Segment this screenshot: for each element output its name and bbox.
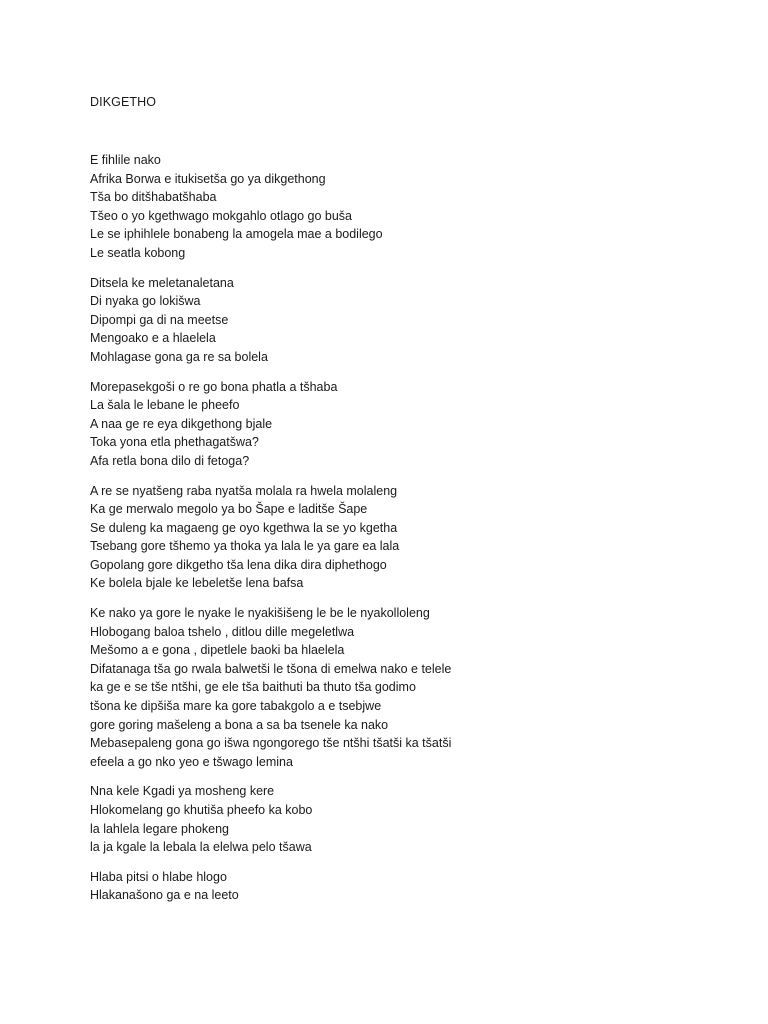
poem-line: Gopolang gore dikgetho tša lena dika dira diphethogo <box>90 557 387 572</box>
poem-line: Tsebang gore tšhemo ya thoka ya lala le ya gare ea lala <box>90 539 400 554</box>
document-title: DIKGETHO <box>90 95 157 109</box>
stanza-4 <box>90 482 730 594</box>
poem-line: Hlaba pitsi o hlabe hlogo <box>90 869 227 884</box>
poem-line: Mebasepaleng gona go išwa ngongorego tše ntšhi tšatši ka tšatši <box>90 736 452 751</box>
poem-line: la ja kgale la lebala la elelwa pelo tšawa <box>90 840 312 855</box>
poem-line: ka ge e se tše ntšhi, ge ele tša baithuti ba thuto tša godimo <box>90 680 416 695</box>
poem-line: Di nyaka go lokišwa <box>90 294 201 309</box>
poem-line: Ka ge merwalo megolo ya bo Šape e laditše Šape <box>90 502 368 517</box>
stanza-7 <box>90 868 730 905</box>
poem-line: Afrika Borwa e itukisetša go ya dikgethong <box>90 171 326 186</box>
poem-line: Toka yona etla phethagatšwa? <box>90 435 259 450</box>
poem-line: efeela a go nko yeo e tšwago lemina <box>90 754 293 769</box>
poem-line: Difatanaga tša go rwala balwetši le tšona di emelwa nako e telele <box>90 661 452 676</box>
poem-line: A re se nyatšeng raba nyatša molala ra hwela molaleng <box>90 483 398 498</box>
poem-line: La šala le lebane le pheefo <box>90 398 240 413</box>
stanza-6 <box>90 782 730 856</box>
poem-line: Mohlagase gona ga re sa bolela <box>90 349 268 364</box>
poem-line: Hlobogang baloa tshelo , ditlou dille megeletlwa <box>90 624 355 639</box>
poem-line: A naa ge re eya dikgethong bjale <box>90 416 273 431</box>
stanza-5 <box>90 604 730 771</box>
poem-line: Mengoako e a hlaelela <box>90 331 216 346</box>
poem-line: Hlakanašono ga e na leeto <box>90 888 239 903</box>
stanza-1 <box>90 151 730 263</box>
stanza-3 <box>90 378 730 471</box>
poem-line: gore goring mašeleng a bona a sa ba tsenele ka nako <box>90 717 389 732</box>
poem-line: Hlokomelang go khutiša pheefo ka kobo <box>90 803 313 817</box>
poem-line: E fihlile nako <box>90 153 161 167</box>
poem-line: Ke nako ya gore le nyake le nyakišišeng le be le nyakolloleng <box>90 606 430 621</box>
poem-line: Le seatla kobong <box>90 245 186 260</box>
poem-line: Afa retla bona dilo di fetoga? <box>90 453 250 468</box>
poem-line: Mešomo a e gona , dipetlele baoki ba hlaelela <box>90 643 345 658</box>
poem-line: Morepasekgoši o re go bona phatla a tšhaba <box>90 379 338 394</box>
stanza-2 <box>90 274 730 367</box>
poem-line: Nna kele Kgadi ya mosheng kere <box>90 784 275 799</box>
poem-line: Se duleng ka magaeng ge oyo kgethwa la se yo kgetha <box>90 520 398 535</box>
poem-line: Ke bolela bjale ke lebeletše lena bafsa <box>90 576 304 591</box>
poem-line: Ditsela ke meletanaletana <box>90 275 234 290</box>
poem-body <box>90 151 730 916</box>
poem-line: Dipompi ga di na meetse <box>90 312 229 327</box>
poem-line: Le se iphihlele bonabeng la amogela mae a bodilego <box>90 227 383 242</box>
poem-line: tšona ke dipšiša mare ka gore tabakgolo a e tsebjwe <box>90 699 382 714</box>
poem-line: Tša bo ditšhabatšhaba <box>90 190 217 205</box>
poem-line: la lahlela legare phokeng <box>90 821 229 836</box>
poem-line: Tšeo o yo kgethwago mokgahlo otlago go buša <box>90 208 352 223</box>
